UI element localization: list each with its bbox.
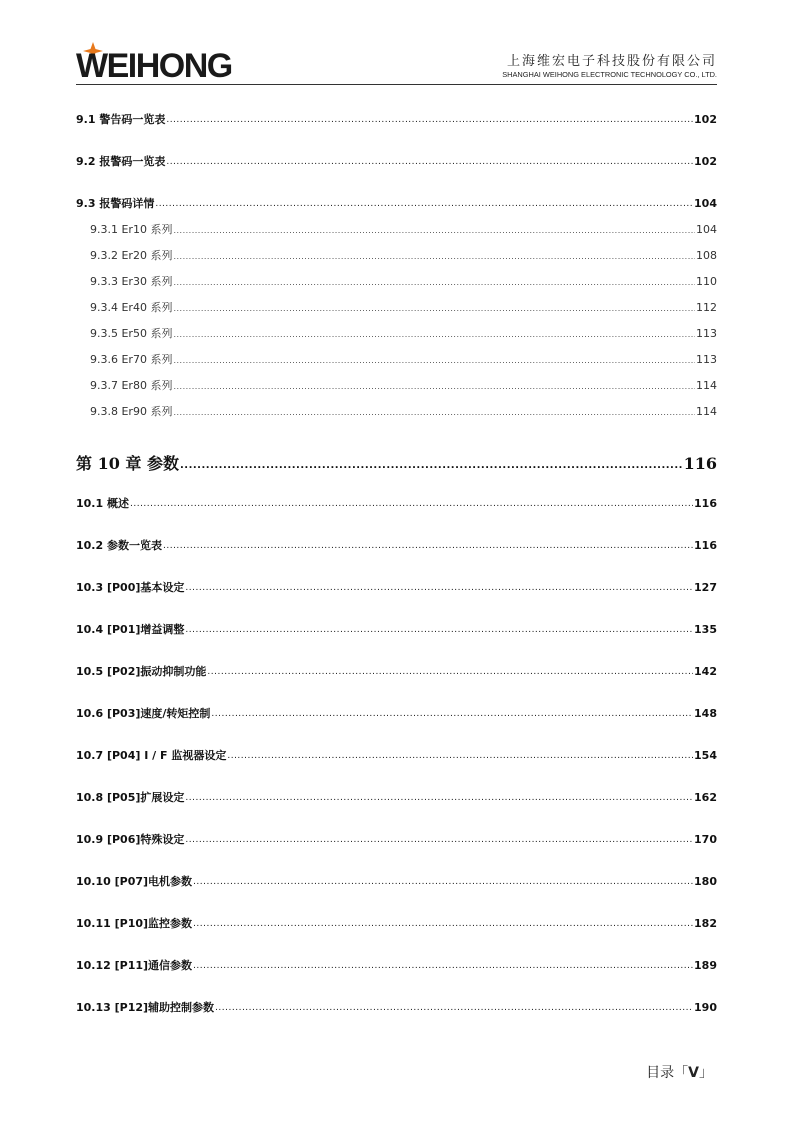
toc-dot-leader [173,326,695,337]
toc-entry-page-number: 142 [694,665,717,678]
toc-entry-page-number: 116 [694,497,717,510]
footer-close-bracket: 」 [699,1065,713,1081]
toc-dot-leader [227,748,693,759]
toc-subsection-entry[interactable] [90,377,717,393]
toc-entry-label: 9.3.3 Er30 系列 [90,275,173,288]
toc-entry-label: 9.3.2 Er20 系列 [90,249,173,262]
toc-section-entry[interactable] [76,153,717,169]
toc-dot-leader [211,706,693,717]
toc-dot-leader [166,154,693,165]
toc-dot-leader [163,538,693,549]
toc-entry-label: 10.1 概述 [76,497,129,510]
toc-entry-label: 9.3.5 Er50 系列 [90,327,173,340]
toc-section-entry[interactable] [76,789,717,805]
page-footer [646,1062,713,1082]
toc-section-entry[interactable] [76,111,717,127]
toc-section-entry[interactable] [76,957,717,973]
toc-dot-leader [173,352,695,363]
toc-section-entry[interactable] [76,495,717,511]
company-name-chinese: 上海维宏电子科技股份有限公司 [506,54,717,69]
toc-entry-label: 10.2 参数一览表 [76,539,162,552]
toc-entry-label: 10.3 [P00]基本设定 [76,581,185,594]
toc-entry-label: 10.9 [P06]特殊设定 [76,833,185,846]
toc-dot-leader [193,916,693,927]
toc-dot-leader [173,300,695,311]
toc-dot-leader [193,874,693,885]
toc-subsection-entry[interactable] [90,299,717,315]
toc-dot-leader [173,248,695,259]
toc-subsection-entry[interactable] [90,351,717,367]
toc-entry-label: 第 10 章 参数 [76,454,179,473]
weihong-logo [76,40,246,82]
toc-entry-page-number: 104 [694,197,717,210]
toc-section-entry[interactable] [76,873,717,889]
toc-dot-leader [185,790,693,801]
toc-entry-label: 10.10 [P07]电机参数 [76,875,193,888]
toc-entry-label: 10.8 [P05]扩展设定 [76,791,185,804]
toc-section-entry[interactable] [76,705,717,721]
toc-entry-page-number: 170 [694,833,717,846]
toc-section-entry[interactable] [76,621,717,637]
toc-section-entry[interactable] [76,537,717,553]
toc-chapter-entry[interactable] [76,451,717,474]
toc-dot-leader [180,453,683,469]
toc-subsection-entry[interactable] [90,247,717,263]
toc-entry-page-number: 180 [694,875,717,888]
logo-wordmark: WEIHONG [76,47,232,82]
toc-entry-label: 9.3.6 Er70 系列 [90,353,173,366]
toc-entry-label: 9.3.8 Er90 系列 [90,405,173,418]
toc-section-entry[interactable] [76,999,717,1015]
toc-entry-label: 9.1 警告码一览表 [76,113,166,126]
toc-section-entry[interactable] [76,831,717,847]
toc-dot-leader [155,196,693,207]
toc-section-entry[interactable] [76,747,717,763]
toc-dot-leader [185,580,693,591]
toc-entry-label: 10.11 [P10]监控参数 [76,917,193,930]
toc-entry-label: 9.3.1 Er10 系列 [90,223,173,236]
toc-entry-page-number: 116 [694,539,717,552]
toc-entry-label: 10.5 [P02]振动抑制功能 [76,665,207,678]
toc-section-entry[interactable] [76,195,717,211]
toc-subsection-entry[interactable] [90,325,717,341]
toc-dot-leader [173,378,695,389]
toc-entry-page-number: 116 [683,454,717,473]
toc-subsection-entry[interactable] [90,221,717,237]
toc-entry-page-number: 112 [696,301,717,314]
toc-entry-page-number: 102 [694,155,717,168]
toc-section-entry[interactable] [76,579,717,595]
toc-entry-page-number: 113 [696,327,717,340]
toc-entry-label: 9.3.4 Er40 系列 [90,301,173,314]
toc-dot-leader [193,958,693,969]
toc-dot-leader [207,664,693,675]
toc-dot-leader [130,496,693,507]
toc-section-entry[interactable] [76,663,717,679]
toc-entry-label: 10.7 [P04] I / F 监视器设定 [76,749,227,762]
toc-entry-page-number: 162 [694,791,717,804]
toc-dot-leader [185,832,693,843]
toc-entry-label: 9.3.7 Er80 系列 [90,379,173,392]
toc-subsection-entry[interactable] [90,273,717,289]
toc-entry-page-number: 108 [696,249,717,262]
toc-entry-page-number: 102 [694,113,717,126]
toc-dot-leader [173,274,695,285]
toc-entry-label: 10.13 [P12]辅助控制参数 [76,1001,215,1014]
toc-entry-label: 9.2 报警码一览表 [76,155,166,168]
footer-section-label: 目录 [646,1065,675,1081]
toc-entry-label: 9.3 报警码详情 [76,197,155,210]
toc-dot-leader [173,404,695,415]
toc-entry-page-number: 182 [694,917,717,930]
header-divider [76,84,717,85]
toc-entry-page-number: 114 [696,405,717,418]
toc-entry-label: 10.6 [P03]速度/转矩控制 [76,707,211,720]
toc-section-entry[interactable] [76,915,717,931]
toc-entry-page-number: 127 [694,581,717,594]
toc-dot-leader [215,1000,693,1011]
toc-entry-page-number: 113 [696,353,717,366]
toc-entry-label: 10.4 [P01]增益调整 [76,623,185,636]
toc-entry-label: 10.12 [P11]通信参数 [76,959,193,972]
toc-entry-page-number: 114 [696,379,717,392]
toc-entry-page-number: 148 [694,707,717,720]
toc-dot-leader [185,622,693,633]
page-header [0,0,793,90]
company-name-english: SHANGHAI WEIHONG ELECTRONIC TECHNOLOGY CO., LTD. [502,70,717,79]
toc-entry-page-number: 135 [694,623,717,636]
footer-open-bracket: 「 [674,1065,689,1081]
toc-entry-page-number: 110 [696,275,717,288]
toc-dot-leader [166,112,693,123]
toc-subsection-entry[interactable] [90,403,717,419]
footer-page-number: V [688,1065,699,1081]
toc-entry-page-number: 154 [694,749,717,762]
toc-entry-page-number: 104 [696,223,717,236]
toc-entry-page-number: 190 [694,1001,717,1014]
toc-entry-page-number: 189 [694,959,717,972]
toc-dot-leader [173,222,695,233]
